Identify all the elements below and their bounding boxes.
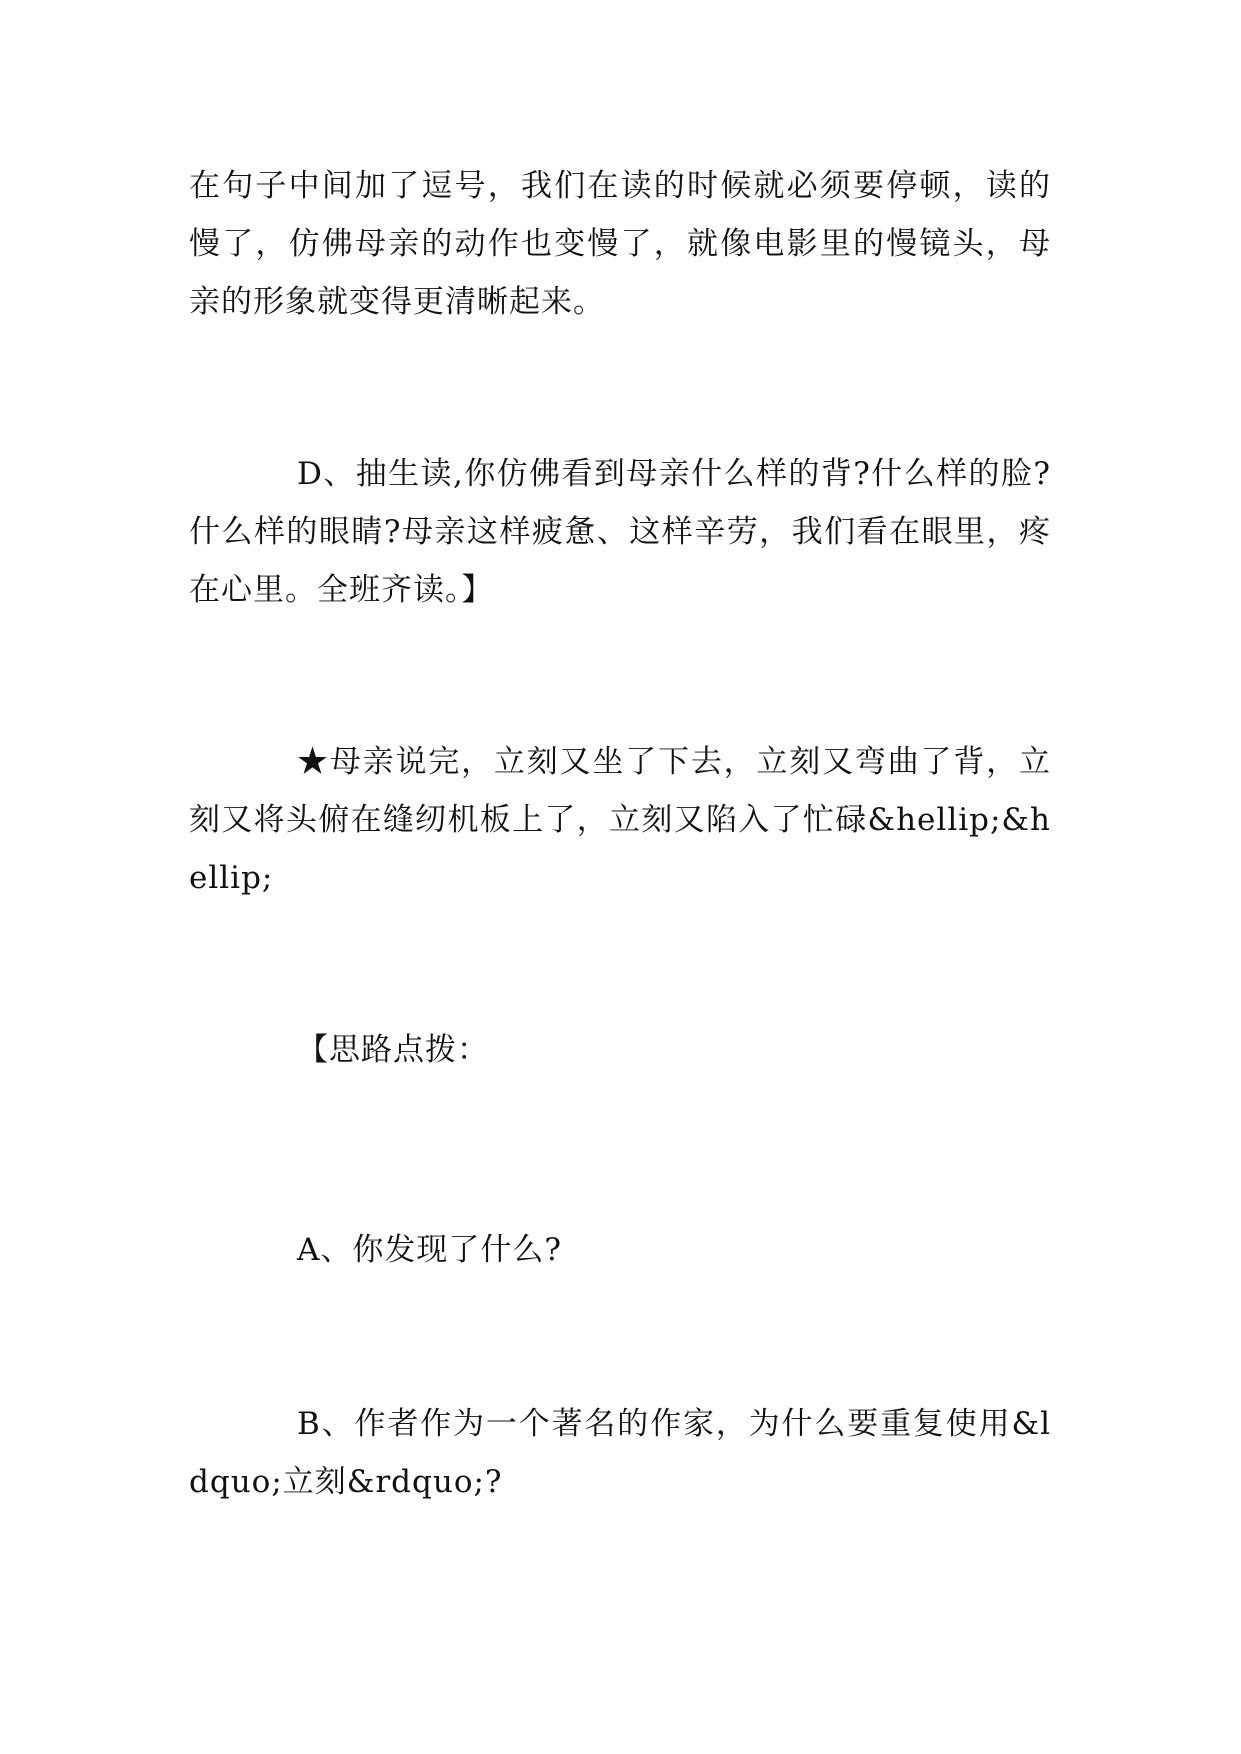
paragraph-question-a: A、你发现了什么? bbox=[297, 1232, 563, 1268]
paragraph-thinking-hint-heading: 【思路点拨： bbox=[297, 1032, 489, 1068]
paragraph-question-b: B、作者作为一个著名的作家，为什么要重复使用&ldquo;立刻&rdquo;? bbox=[189, 1406, 1051, 1500]
paragraph-reading-pause-explanation: 在句子中间加了逗号，我们在读的时候就必须要停顿，读的慢了，仿佛母亲的动作也变慢了，就像电影里的慢镜头，母亲的形象就变得更清晰起来。 bbox=[189, 168, 1051, 320]
paragraph-star-quote: ★母亲说完，立刻又坐了下去，立刻又弯曲了背，立刻又将头俯在缝纫机板上了，立刻又陷入了忙碌&hellip;&hellip; bbox=[189, 744, 1051, 896]
paragraph-step-d: D、抽生读,你仿佛看到母亲什么样的背?什么样的脸?什么样的眼睛?母亲这样疲惫、这样辛劳，我们看在眼里，疼在心里。全班齐读。】 bbox=[189, 456, 1051, 608]
